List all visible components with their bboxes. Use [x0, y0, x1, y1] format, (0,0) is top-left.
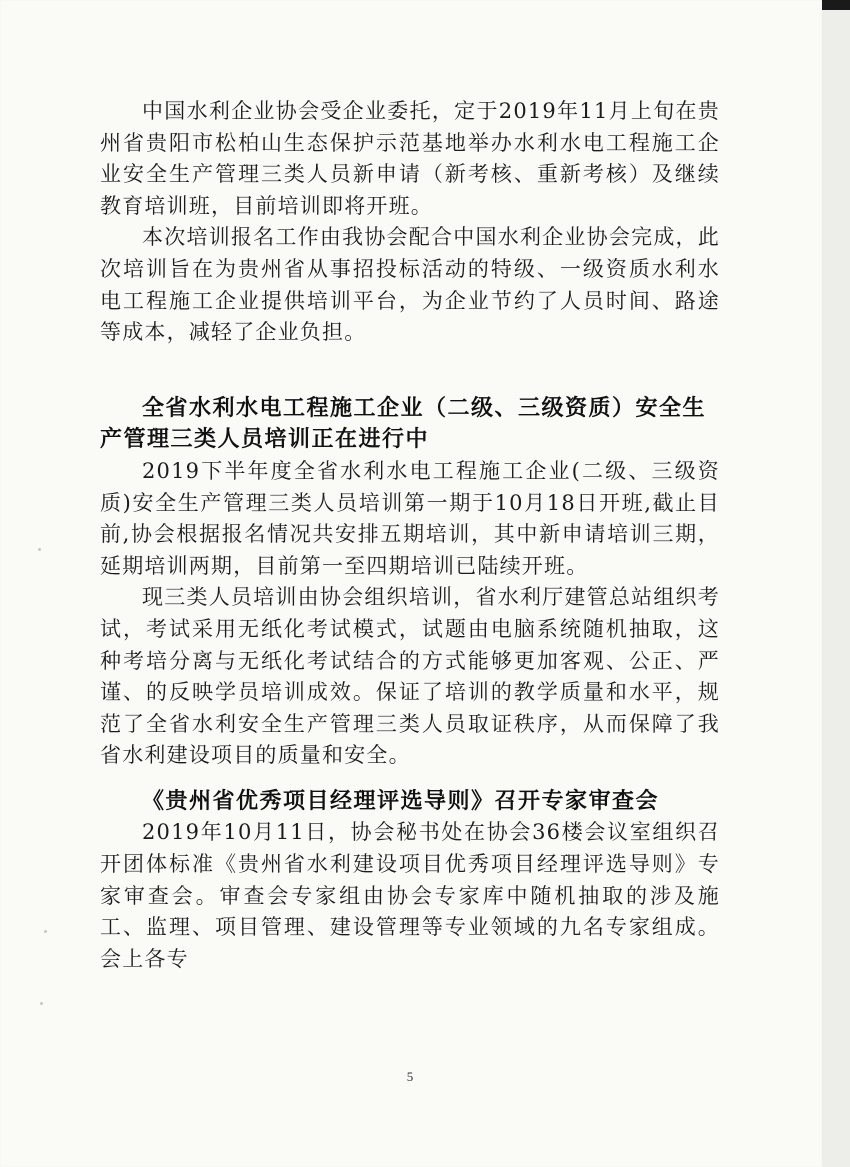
training-heading: 全省水利水电工程施工企业（二级、三级资质）安全生产管理三类人员培训正在进行中	[100, 395, 707, 453]
scan-border	[822, 0, 850, 1167]
review-paragraph-1: 2019年10月11日，协会秘书处在协会36楼会议室组织召开团体标准《贵州省水利建设项目优秀项目经理评选导则》专家审查会。审查会专家组由协会专家库中随机抽取的涉及施工、监理、项目管理、建设管理等专业领域的九名专家组成。会上各专	[100, 820, 720, 971]
scan-speck	[38, 548, 41, 551]
spacer	[100, 772, 720, 786]
scan-speck	[44, 930, 47, 933]
scan-speck	[40, 1002, 43, 1005]
training-paragraph-2: 现三类人员培训由协会组织培训，省水利厅建管总站组织考试，考试采用无纸化考试模式，试题由电脑系统随机抽取，这种考培分离与无纸化考试结合的方式能够更加客观、公正、严谨、的反映学员培训成效。保证了培训的教学质量和水平，规范了全省水利安全生产管理三类人员取证秩序，从而保障了我省水利建设项目的质量和安全。	[100, 585, 720, 768]
spacer	[100, 349, 720, 393]
training-paragraph-1: 2019下半年度全省水利水电工程施工企业(二级、三级资质)安全生产管理三类人员培训第一期于10月18日开班,截止目前,协会根据报名情况共安排五期培训，其中新申请培训三期，延期培训两期，目前第一至四期培训已陆续开班。	[100, 458, 720, 578]
page-number: 5	[406, 1069, 414, 1084]
intro-paragraph-2: 本次培训报名工作由我协会配合中国水利企业协会完成，此次培训旨在为贵州省从事招投标活动的特级、一级资质水利水电工程施工企业提供培训平台，为企业节约了人员时间、路途等成本，减轻了企业负担。	[100, 225, 720, 345]
review-heading: 《贵州省优秀项目经理评选导则》召开专家审查会	[142, 788, 660, 814]
intro-paragraph-1: 中国水利企业协会受企业委托，定于2019年11月上旬在贵州省贵阳市松柏山生态保护示范基地举办水利水电工程施工企业安全生产管理三类人员新申请（新考核、重新考核）及继续教育培训班，目前培训即将开班。	[100, 99, 720, 218]
document-body	[100, 96, 720, 975]
scan-corner-mark	[822, 0, 850, 10]
